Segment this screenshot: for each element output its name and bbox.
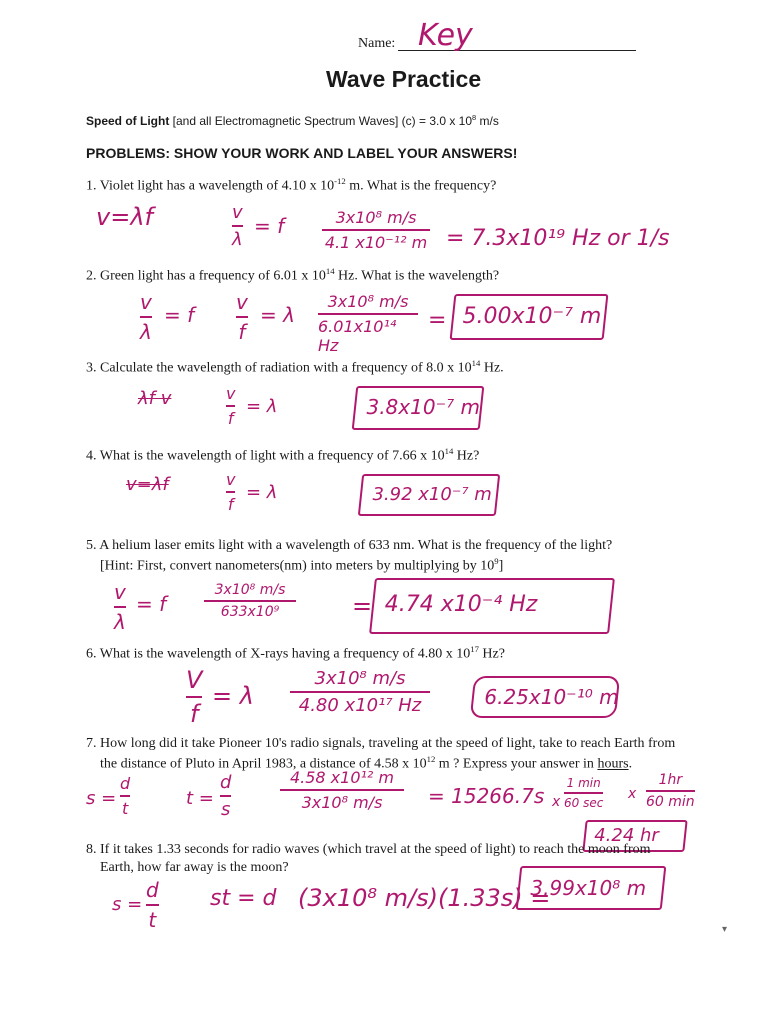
q5-calc-fraction (204, 582, 296, 620)
q3-result: = λ (246, 396, 278, 417)
q3-scratch-work: λf v (138, 388, 172, 409)
q4-num: v (226, 470, 236, 489)
q5-calc-den: 633x10⁹ (220, 604, 280, 620)
q7-s-den: t (121, 799, 129, 818)
q2-f2-result: = λ (260, 303, 295, 327)
q2-fraction-1 (140, 290, 152, 344)
q7-result: = 15266.7s (428, 784, 545, 808)
q8-s-num: d (146, 878, 159, 902)
question-8-line-1: 8. If it takes 1.33 seconds for radio waves (which travel at the speed of light) to reach the moon from (86, 842, 651, 857)
q1-calc-fraction (322, 208, 430, 252)
speed-of-light-line (86, 113, 499, 128)
q1-rearr-result: = f (254, 214, 285, 238)
q6-calc-num: 3x10⁸ m/s (314, 668, 406, 689)
page-title: Wave Practice (326, 66, 482, 92)
q1-rearr-den: λ (232, 229, 243, 250)
q5-num: v (114, 580, 126, 604)
q2-answer-box (450, 294, 609, 340)
q1-calc-den: 4.1 x10⁻¹² m (324, 233, 428, 252)
q6-fraction (186, 666, 202, 728)
question-5-exp: 9 (494, 556, 499, 566)
q7-conversion-2 (646, 772, 695, 810)
question-1 (86, 176, 496, 195)
question-5-hint: [Hint: First, convert nanometers(nm) into meters by multiplying by 10 (100, 558, 495, 574)
question-6-text: 6. What is the wavelength of X-rays having a frequency of 4.80 x 10 (86, 646, 471, 662)
q7-calc-num: 4.58 x10¹² m (289, 768, 395, 787)
q5-answer: 4.74 x10⁻⁴ Hz (384, 592, 538, 617)
corner-mark: ▾ (722, 924, 728, 935)
question-1-exp: -12 (334, 176, 346, 186)
q2-f2-num: v (236, 290, 248, 314)
problems-heading: PROBLEMS: SHOW YOUR WORK AND LABEL YOUR ANSWERS! (86, 145, 518, 161)
question-3-text: 3. Calculate the wavelength of radiation with a frequency of 8.0 x 10 (86, 360, 472, 376)
speed-exp: 8 (472, 113, 477, 122)
q2-f1-result: = f (164, 303, 195, 327)
q8-st-formula: st = d (210, 886, 277, 911)
q4-fraction (226, 470, 235, 514)
q2-calc-fraction (318, 292, 418, 355)
q7-answer: 4.24 hr (594, 825, 659, 846)
q6-answer-box (470, 676, 620, 718)
q5-equals: = (352, 592, 373, 620)
q6-answer: 6.25x10⁻¹⁰ m (484, 685, 619, 709)
q7-s-num: d (120, 774, 131, 793)
q7-times-2: x (628, 786, 637, 802)
q6-num: V (186, 666, 203, 694)
question-6-exp: 17 (470, 644, 479, 654)
q8-s-formula: s = (112, 894, 143, 915)
question-2 (86, 266, 499, 285)
question-8-line-2: Earth, how far away is the moon? (100, 860, 289, 875)
q1-calc-num: 3x10⁸ m/s (335, 208, 417, 227)
question-6 (86, 644, 505, 663)
q3-num: v (226, 384, 236, 403)
q4-answer: 3.92 x10⁻⁷ m (372, 484, 492, 505)
q3-den: f (227, 409, 234, 428)
q1-rearranged-fraction (232, 202, 243, 250)
q8-calculation: (3x10⁸ m/s)(1.33s) = (298, 884, 551, 912)
question-2-text: 2. Green light has a frequency of 6.01 x 10 (86, 268, 326, 284)
question-5-line-2 (100, 556, 503, 575)
q8-answer: 3.99x10⁸ m (530, 876, 647, 900)
q7-calc-fraction (280, 768, 404, 812)
q8-s-fraction (146, 878, 159, 932)
q1-rearr-num: v (232, 202, 243, 223)
q6-result: = λ (212, 682, 254, 710)
q7-t-den: s (221, 799, 231, 820)
q2-fraction-2 (236, 290, 248, 344)
question-5-line-1: 5. A helium laser emits light with a wavelength of 633 nm. What is the frequency of the light? (86, 538, 613, 553)
q4-den: f (227, 495, 234, 514)
q7-calc-den: 3x10⁸ m/s (301, 793, 383, 812)
question-2-text-end: Hz. What is the wavelength? (334, 268, 500, 284)
q7-c1-num: 1 min (566, 776, 601, 790)
q7-c2-num: 1hr (658, 772, 683, 788)
question-7-text-mid: m ? Express your answer in (435, 756, 598, 772)
q2-calc-den: 6.01x10¹⁴ Hz (318, 317, 397, 355)
q5-answer-box (369, 578, 615, 634)
q2-calc-num: 3x10⁸ m/s (327, 292, 409, 311)
q6-calc-den: 4.80 x10¹⁷ Hz (298, 695, 422, 716)
question-2-exp: 14 (325, 266, 335, 276)
q7-times-1: x (552, 794, 561, 810)
question-4-text: 4. What is the wavelength of light with a frequency of 7.66 x 10 (86, 448, 445, 464)
q5-den: λ (114, 610, 126, 634)
question-7-hours: hours (597, 756, 629, 772)
q5-calc-num: 3x10⁸ m/s (214, 582, 286, 598)
q4-result: = λ (246, 482, 278, 503)
q1-answer: = 7.3x10¹⁹ Hz or 1/s (446, 226, 670, 251)
speed-of-light-label: Speed of Light (86, 114, 170, 128)
question-5-hint-end: ] (498, 558, 504, 574)
q4-scratch-work: v=λf (126, 474, 169, 495)
q7-s-formula: s = (86, 788, 117, 809)
q7-t-num: d (220, 772, 232, 793)
question-3-exp: 14 (471, 358, 481, 368)
question-7-exp: 12 (426, 754, 436, 764)
question-4 (86, 446, 479, 465)
q7-conversion-1 (564, 776, 603, 810)
q1-formula: v=λf (96, 203, 153, 231)
question-7-text-end: . (628, 756, 633, 772)
question-4-exp: 14 (444, 446, 454, 456)
question-7-line-1: 7. How long did it take Pioneer 10's radio signals, traveling at the speed of light, take to reach Earth from (86, 736, 676, 751)
question-6-text-end: Hz? (478, 646, 505, 662)
speed-unit: m/s (476, 114, 499, 128)
speed-of-light-text: [and all Electromagnetic Spectrum Waves] (c) = 3.0 x 10 (172, 114, 473, 128)
question-3 (86, 358, 504, 377)
q2-f1-den: λ (140, 320, 152, 344)
q5-result: = f (136, 592, 167, 616)
question-3-text-end: Hz. (480, 360, 504, 376)
q2-f1-num: v (140, 290, 152, 314)
q2-f2-den: f (238, 320, 246, 344)
name-value-handwritten: Key (418, 18, 473, 53)
q3-fraction (226, 384, 235, 428)
q6-calc-fraction (290, 668, 430, 716)
q8-s-den: t (148, 908, 157, 932)
name-label: Name: (358, 36, 396, 51)
q2-equals: = (428, 308, 447, 333)
q6-den: f (189, 700, 199, 728)
question-4-text-end: Hz? (453, 448, 480, 464)
question-1-text-end: m. What is the frequency? (345, 178, 497, 194)
q7-t-formula: t = (186, 788, 214, 809)
q5-fraction (114, 580, 126, 634)
q3-answer-box (352, 386, 485, 430)
q7-s-fraction (120, 774, 130, 818)
q8-answer-box (516, 866, 667, 910)
q2-answer: 5.00x10⁻⁷ m (462, 304, 602, 329)
q7-t-fraction (220, 772, 231, 820)
question-7-text: the distance of Pluto in April 1983, a distance of 4.58 x 10 (100, 756, 427, 772)
question-1-text: 1. Violet light has a wavelength of 4.10 x 10 (86, 178, 335, 194)
q7-c2-den: 60 min (646, 794, 695, 810)
q3-answer: 3.8x10⁻⁷ m (366, 395, 480, 419)
q7-c1-den: 60 sec (564, 796, 604, 810)
q4-answer-box (358, 474, 500, 516)
